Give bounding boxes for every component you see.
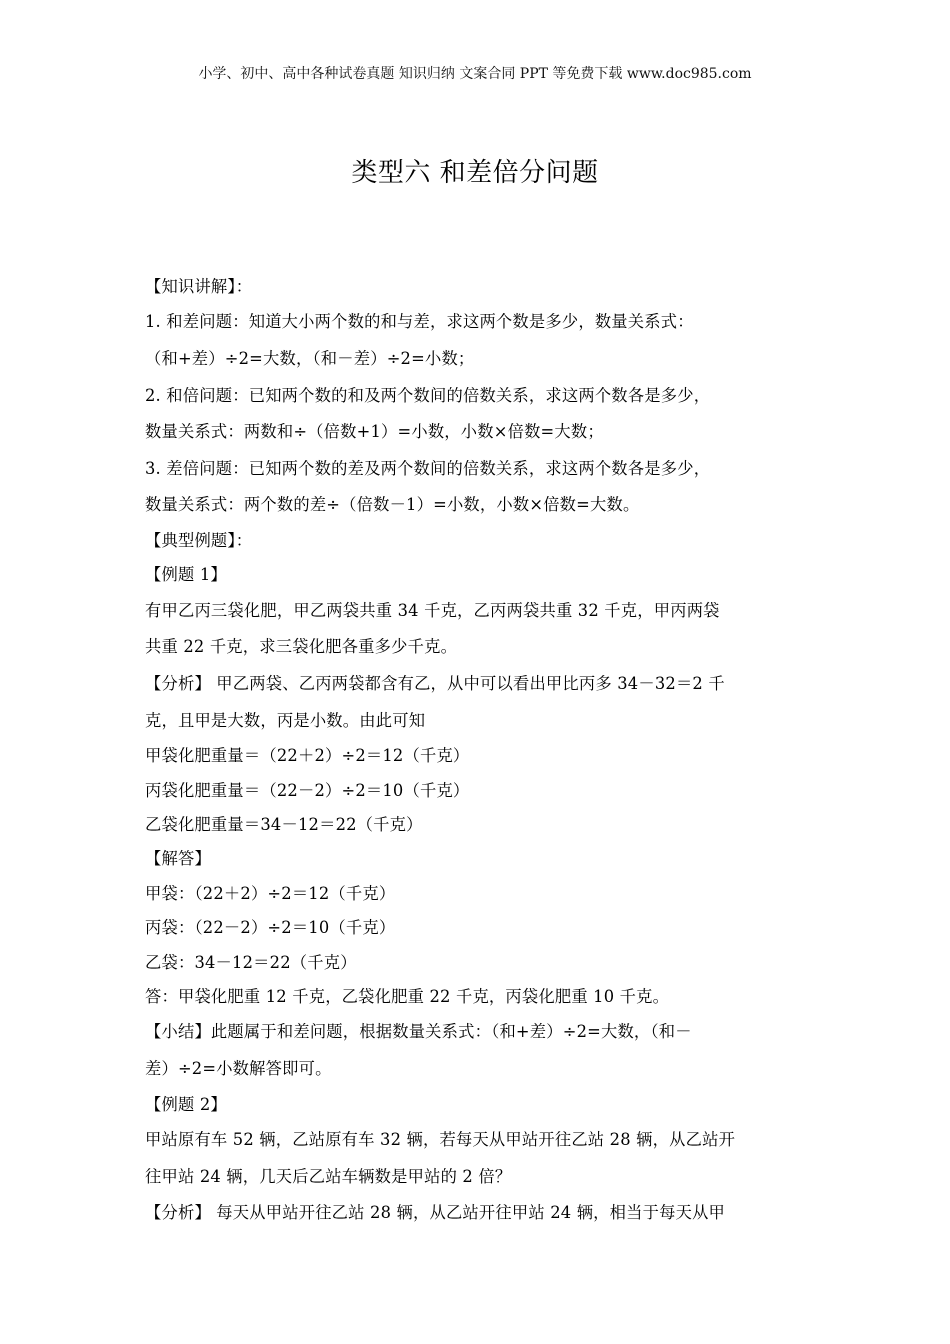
document-body	[145, 270, 810, 1232]
text-line: 3. 差倍问题：已知两个数的差及两个数间的倍数关系，求这两个数各是多少，	[145, 458, 711, 478]
text-line: 丙袋化肥重量＝（22－2）÷2＝10（千克）	[145, 780, 470, 800]
text-line: 乙袋：34－12＝22（千克）	[145, 952, 357, 972]
text-line: 【分析】 每天从甲站开往乙站 28 辆，从乙站开往甲站 24 辆，相当于每天从甲	[145, 1203, 726, 1223]
text-line: 有甲乙丙三袋化肥，甲乙两袋共重 34 千克，乙丙两袋共重 32 千克，甲丙两袋	[145, 600, 720, 620]
example-heading: 【例题 1】	[145, 565, 227, 585]
section-heading-examples: 【典型例题】：	[145, 530, 253, 550]
text-line: 甲袋化肥重量＝（22＋2）÷2＝12（千克）	[145, 746, 470, 766]
text-line: 【分析】 甲乙两袋、乙丙两袋都含有乙，从中可以看出甲比丙多 34－32＝2 千	[145, 673, 725, 693]
text-line: （和+差）÷2=大数，（和－差）÷2=小数；	[145, 349, 475, 368]
text-line: 答：甲袋化肥重 12 千克，乙袋化肥重 22 千克，丙袋化肥重 10 千克。	[145, 987, 670, 1006]
text-line: 甲站原有车 52 辆，乙站原有车 32 辆，若每天从甲站开往乙站 28 辆，从乙站开	[145, 1130, 736, 1149]
text-line: 2. 和倍问题：已知两个数的和及两个数间的倍数关系，求这两个数各是多少，	[145, 385, 711, 405]
text-line: 数量关系式：两数和÷（倍数+1）=小数，小数×倍数=大数；	[145, 422, 604, 442]
page-title: 类型六 和差倍分问题	[351, 158, 599, 188]
answer-heading: 【解答】	[145, 849, 211, 869]
text-line: 共重 22 千克，求三袋化肥各重多少千克。	[145, 637, 458, 657]
text-line: 差）÷2=小数解答即可。	[145, 1059, 332, 1078]
text-line: 往甲站 24 辆，几天后乙站车辆数是甲站的 2 倍？	[145, 1166, 512, 1186]
text-line: 数量关系式：两个数的差÷（倍数－1）=小数，小数×倍数=大数。	[145, 495, 640, 515]
text-line: 丙袋：（22－2）÷2＝10（千克）	[145, 918, 396, 938]
page-header: 小学、初中、高中各种试卷真题 知识归纳 文案合同 PPT 等免费下载 www.doc985.com	[198, 66, 752, 82]
text-line: 1. 和差问题：知道大小两个数的和与差，求这两个数是多少，数量关系式：	[145, 312, 694, 332]
text-line: 克，且甲是大数，丙是小数。由此可知	[145, 710, 426, 730]
text-line: 乙袋化肥重量＝34－12＝22（千克）	[145, 814, 423, 834]
section-heading-knowledge: 【知识讲解】：	[145, 277, 253, 296]
text-line: 甲袋：（22＋2）÷2＝12（千克）	[145, 883, 396, 903]
example-heading: 【例题 2】	[145, 1094, 227, 1114]
text-line: 【小结】此题属于和差问题，根据数量关系式：（和+差）÷2=大数，（和－	[145, 1022, 692, 1042]
